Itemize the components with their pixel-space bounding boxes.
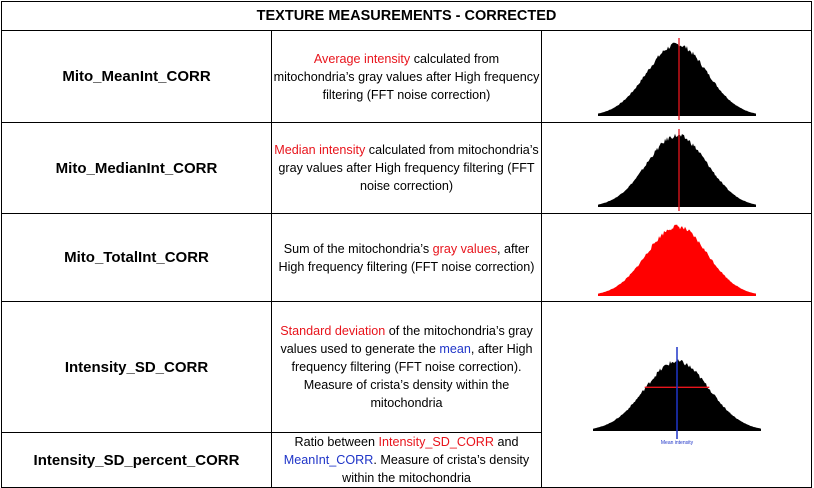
description-text: , after High frequency filtering (FFT noise correction). Measure of crista’s density within the mitochondria	[291, 342, 533, 410]
highlighted-term: Median intensity	[274, 143, 366, 157]
histogram-shape	[598, 224, 756, 296]
measure-name: Mito_TotalInt_CORR	[2, 214, 272, 302]
table-row	[2, 31, 812, 123]
description-text: Ratio between	[294, 435, 379, 449]
measure-name: Mito_MedianInt_CORR	[2, 123, 272, 214]
measure-description	[272, 31, 542, 123]
measure-name: Intensity_SD_percent_CORR	[2, 433, 272, 488]
histogram-cell	[542, 31, 812, 123]
table-title: TEXTURE MEASUREMENTS - CORRECTED	[2, 2, 812, 31]
description-text: calculated from mitochondria’s gray values after High frequency filtering (FFT noise correction)	[278, 143, 539, 193]
measure-description	[272, 123, 542, 214]
highlighted-term: mean	[439, 342, 471, 356]
description-text: Sum of the mitochondria’s	[283, 241, 433, 256]
highlighted-term: Average intensity	[313, 51, 411, 66]
table-row	[2, 123, 812, 214]
table-row	[2, 214, 812, 302]
histogram-caption: Mean intensity	[660, 439, 693, 445]
description-text: , after High frequency filtering (FFT noise correction)	[278, 241, 535, 274]
histogram-cell	[542, 123, 812, 214]
description-text: of the mitochondria’s gray values used to generate the	[280, 324, 533, 356]
highlighted-term: Standard deviation	[280, 324, 386, 338]
measure-name: Mito_MeanInt_CORR	[2, 31, 272, 123]
table-header-row	[2, 2, 812, 31]
histogram-shape	[598, 42, 756, 115]
histogram-figure	[587, 345, 767, 445]
description-text: . Measure of crista’s density within the mitochondria	[342, 453, 530, 485]
texture-measurements-table	[1, 1, 812, 488]
highlighted-term: Intensity_SD_CORR	[378, 435, 494, 449]
histogram-cell	[542, 302, 812, 488]
measure-name: Intensity_SD_CORR	[2, 302, 272, 433]
histogram-figure	[592, 216, 762, 300]
histogram-cell	[542, 214, 812, 302]
description-text: calculated from mitochondria’s gray values after High frequency filtering (FFT noise correction)	[273, 51, 540, 102]
histogram-shape	[598, 134, 756, 207]
highlighted-term: gray values	[432, 241, 498, 256]
measure-description	[272, 433, 542, 488]
measure-description	[272, 214, 542, 302]
histogram-figure	[592, 125, 762, 211]
histogram-figure	[592, 34, 762, 120]
description-text: and	[493, 435, 519, 449]
highlighted-term: MeanInt_CORR	[283, 453, 374, 467]
table-row	[2, 302, 812, 433]
measure-description	[272, 302, 542, 433]
